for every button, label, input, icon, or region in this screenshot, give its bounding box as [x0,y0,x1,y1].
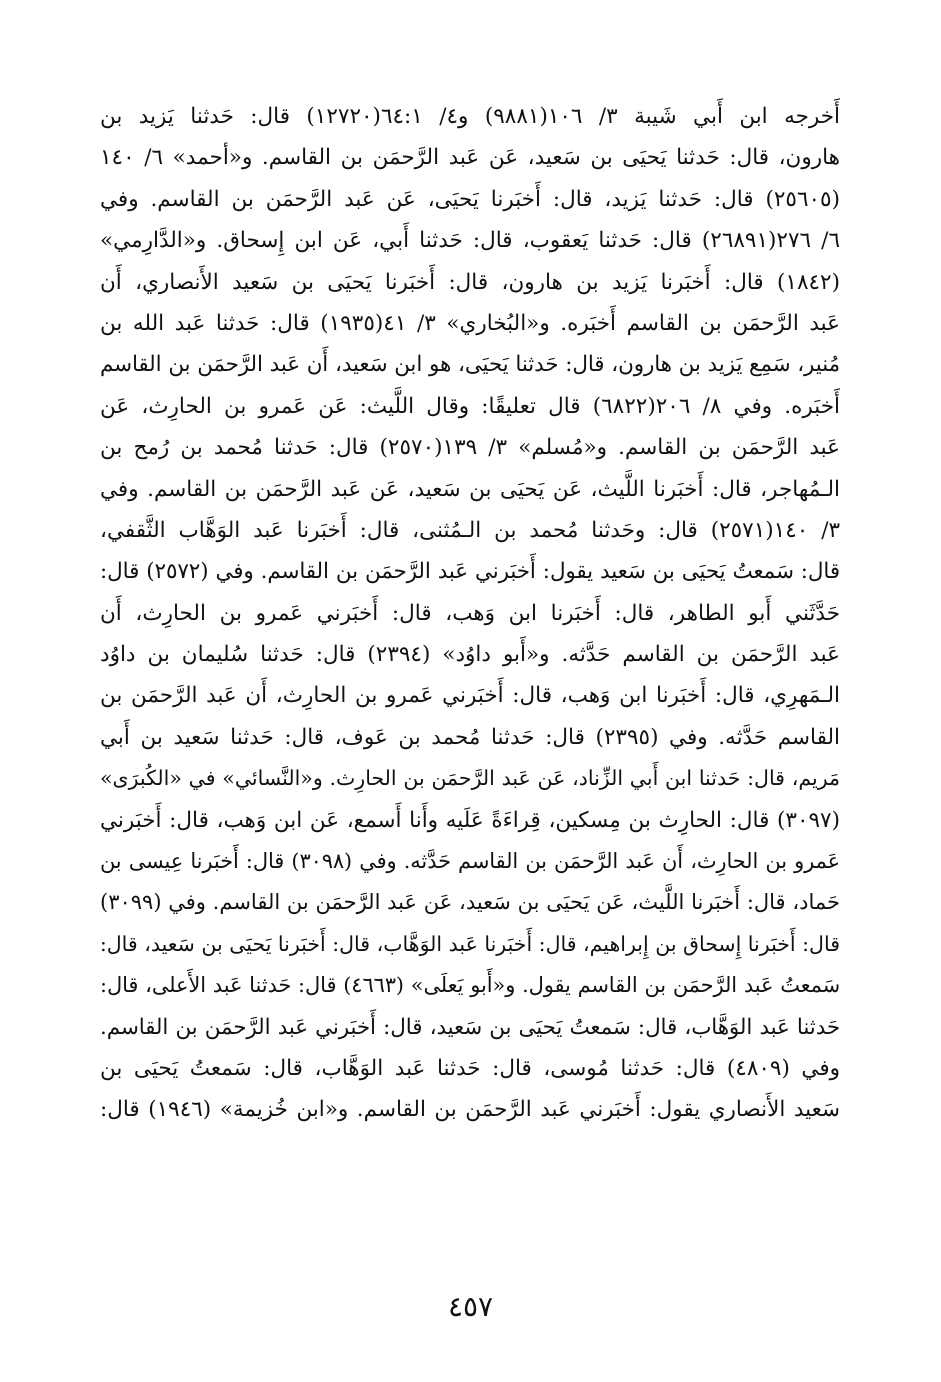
text-line: أَخرجه ابن أَبي شَيبة ٣/ ١٠٦(٩٨٨١) و٤/ ٦٤:١(١٢٧٢٠) قال: حَدثنا يَزيد بن [100,104,840,129]
body-text [100,96,840,1131]
text-line: حَدَّثَني أَبو الطاهر، قال: أَخبَرنا ابن وَهب، قال: أَخبَرني عَمرو بن الحارِث، أَن [100,600,840,626]
text-line: قال: أَخبَرنا إِسحاق بن إِبراهيم، قال: أَخبَرنا عَبد الوَهَّاب، قال: أَخبَرنا يَحيَى بن سَعيد، قال: [100,931,840,956]
text-line: مُنير، سَمِع يَزيد بن هارون، قال: حَدثنا يَحيَى، هو ابن سَعيد، أَن عَبد الرَّحمَن بن القاسم [100,352,840,378]
text-line: عَبد الرَّحمَن بن القاسم. و«مُسلم» ٣/ ١٣٩(٢٥٧٠) قال: حَدثنا مُحمد بن رُمح بن [100,435,840,461]
text-line: أَخبَره. وفي ٨/ ٢٠٦(٦٨٢٢) قال تعليقًا: وقال اللَّيث: عَن عَمرو بن الحارِث، عَن [100,393,840,419]
text-line: ٣/ ١٤٠(٢٥٧١) قال: وحَدثنا مُحمد بن الـمُثنى، قال: أَخبَرنا عَبد الوَهَّاب الثَّقفي، [100,517,840,543]
text-line: هارون، قال: حَدثنا يَحيَى بن سَعيد، عَن عَبد الرَّحمَن بن القاسم. و«أحمد» ٦/ ١٤٠ [100,145,840,171]
text-line: مَريم، قال: حَدثنا ابن أَبي الزِّناد، عَن عَبد الرَّحمَن بن الحارِث. و«النَّسائي» في «الكُبرَى» [100,766,840,791]
text-line: (١٨٤٢) قال: أَخبَرنا يَزيد بن هارون، قال: أَخبَرنا يَحيَى بن سَعيد الأَنصاري، أَن [100,269,840,295]
text-line: حَماد، قال: أَخبَرنا اللَّيث، عَن يَحيَى بن سَعيد، عَن عَبد الرَّحمَن بن القاسم. وفي (٣٠٩٩) [100,890,840,915]
text-line: عَبد الرَّحمَن بن القاسم حَدَّثه. و«أَبو داوُد» (٢٣٩٤) قال: حَدثنا سُليمان بن داوُد [100,642,840,668]
text-line: حَدثنا عَبد الوَهَّاب، قال: سَمعتُ يَحيَى بن سَعيد، قال: أَخبَرني عَبد الرَّحمَن بن القاسم. [100,1014,840,1040]
text-line: عَبد الرَّحمَن بن القاسم أَخبَره. و«البُخاري» ٣/ ٤١(١٩٣٥) قال: حَدثنا عَبد الله بن [100,310,840,336]
text-line: سَمعتُ عَبد الرَّحمَن بن القاسم يقول. و«أَبو يَعلَى» (٤٦٦٣) قال: حَدثنا عَبد الأَعلى، قال: [100,973,840,998]
text-line: الـمُهاجر، قال: أَخبَرنا اللَّيث، عَن يَحيَى بن سَعيد، عَن عَبد الرَّحمَن بن القاسم. وفي [100,476,840,502]
text-line: ٦/ ٢٧٦(٢٦٨٩١) قال: حَدثنا يَعقوب، قال: حَدثنا أَبي، عَن ابن إِسحاق. و«الدَّارِمي» [100,228,840,254]
page-number: ٤٥٧ [447,1290,494,1323]
text-line: الـمَهرِي، قال: أَخبَرنا ابن وَهب، قال: أَخبَرني عَمرو بن الحارِث، أَن عَبد الرَّحمَن بن [100,683,840,709]
text-line: (٢٥٦٠٥) قال: حَدثنا يَزيد، قال: أَخبَرنا يَحيَى، عَن عَبد الرَّحمَن بن القاسم. وفي [100,186,840,212]
text-line: عَمرو بن الحارِث، أَن عَبد الرَّحمَن بن القاسم حَدَّثه. وفي (٣٠٩٨) قال: أَخبَرنا عِيسى بن [100,849,840,874]
text-line: وفي (٤٨٠٩) قال: حَدثنا مُوسى، قال: حَدثنا عَبد الوَهَّاب، قال: سَمعتُ يَحيَى بن [100,1055,840,1081]
text-line: القاسم حَدَّثه. وفي (٢٣٩٥) قال: حَدثنا مُحمد بن عَوف، قال: حَدثنا سَعيد بن أَبي [100,724,840,750]
text-line: قال: سَمعتُ يَحيَى بن سَعيد يقول: أَخبَرني عَبد الرَّحمَن بن القاسم. وفي (٢٥٧٢) قال: [100,559,840,585]
text-line: سَعيد الأَنصاري يقول: أَخبَرني عَبد الرَّحمَن بن القاسم. و«ابن خُزيمة» (١٩٤٦) قال: [100,1097,840,1123]
text-line: (٣٠٩٧) قال: الحارِث بن مِسكين، قِراءَةً عَلَيه وأَنا أَسمع، عَن ابن وَهب، قال: أَخبَرني [100,807,840,833]
